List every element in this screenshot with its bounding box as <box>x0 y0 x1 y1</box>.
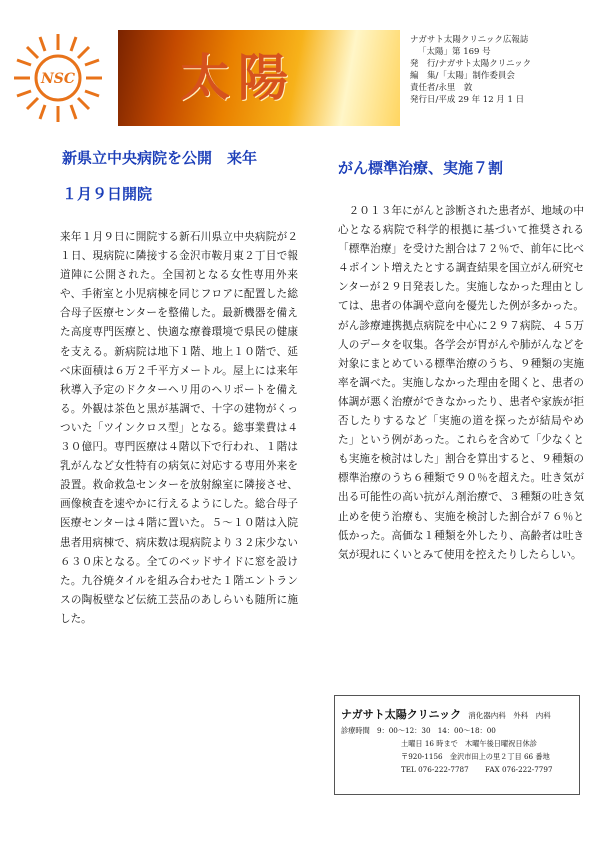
title-banner <box>118 30 400 126</box>
sun-logo-icon <box>10 30 106 126</box>
masthead-line: 「太陽」第 169 号 <box>418 47 491 57</box>
masthead-line: ナガサト太陽クリニック広報誌 <box>410 35 529 45</box>
clinic-hours: 診療時間 9：00～12：30 14：00～18：00 <box>341 726 496 735</box>
clinic-logo <box>10 30 106 126</box>
clinic-name: ナガサト太陽クリニック <box>341 708 462 721</box>
clinic-fax: FAX 076-222-7797 <box>484 765 553 774</box>
right-article-body: ２０１３年にがんと診断された患者が、地域の中心となる病院で科学的根拠に基づいて推奨される「標準治療」を受けた割合は７２％で、前年に比べ４ポイント増えたとする調査結果を国立がん研究センターが２９日発表した。実施しなかった理由としては、患者の体調や意向を優先した例が多かった。がん診療連携拠点病院を中心に２９７病院、４５万人のデータを収集。各学会が胃がんや肺がんなどを対象にまとめている標準治療のうち、９種類の実施率を調べた。実施しなかった理由を聞くと、患者の体調が悪く治療ができなかったり、患者や家族が拒否したりするなど「実施の道を探ったが結局やめた」という例があった。これらを含めて「少なくとも実施を検討はした」割合を算出すると、９種類の標準治療のうち６種類で９０％を超えた。吐き気が出る可能性の高い抗がん剤治療で、３種類の吐き気止めを使う治療も、実施を検討した割合が７６％と低かった。高価な１種類を外したり、高齢者は吐き気が現れにくいとみて使用を控えたりしたらしい。 <box>338 205 584 561</box>
clinic-tel: TEL 076-222-7787 <box>401 765 469 774</box>
clinic-contact <box>341 763 573 776</box>
masthead-line: 編 集/「太陽」制作委員会 <box>410 71 515 81</box>
left-article-headline-continued: １月９日開院 <box>62 185 153 203</box>
clinic-hours-note: 土曜日 16 時まで 木曜午後日曜祝日休診 <box>401 739 537 748</box>
right-article-headline: がん標準治療、実施７割 <box>338 159 504 177</box>
masthead-line: 発行日/平成 29 年 12 月 1 日 <box>410 95 525 105</box>
newsletter-title: 太陽 <box>180 48 296 107</box>
masthead-line: 責任者/永里 敦 <box>410 83 473 93</box>
clinic-name-row <box>341 705 573 724</box>
clinic-departments: 消化器内科 外科 内科 <box>468 711 551 720</box>
left-article-headline: 新県立中央病院を公開 来年 <box>62 149 258 167</box>
masthead-info <box>410 34 595 106</box>
clinic-info-box <box>334 695 580 795</box>
left-article-body: 来年１月９日に開院する新石川県立中央病院が２１日、現病院に隣接する金沢市鞍月東２丁目で報道陣に公開された。全国初となる女性専用外来や、手術室と小児病棟を同じフロアに配置した総合母子医療センターを整備した。最新機器を備えた高度専門医療と、快適な療養環境で県民の健康を支える。新病院は地下１階、地上１０階で、延べ床面積は６万２千平方メートル。屋上には来年秋導入予定のドクターヘリ用のヘリポートを備える。外観は茶色と黒が基調で、十字の建物がくっついた「ツインクロス型」となる。総事業費は４３０億円。専門医療は４階以下で行われ、１階は乳がんなど女性特有の病気に対応する専用外来を設置。救命救急センターを放射線室に隣接させ、画像検査を速やかに行えるようにした。総合母子医療センターは４階に置いた。５～１０階は入院患者用病棟で、病床数は現病院より３２床少ない６３０床となる。全てのベッドサイドに窓を設けた。九谷焼タイルを組み合わせた１階エントランスの陶板壁など伝統工芸品のあしらいも随所に施した。 <box>60 231 298 625</box>
masthead-line: 発 行/ナガサト太陽クリニック <box>410 59 532 69</box>
logo-text: NSC <box>40 71 76 87</box>
clinic-address: 〒920-1156 金沢市田上の里２丁目 66 番地 <box>401 752 550 761</box>
